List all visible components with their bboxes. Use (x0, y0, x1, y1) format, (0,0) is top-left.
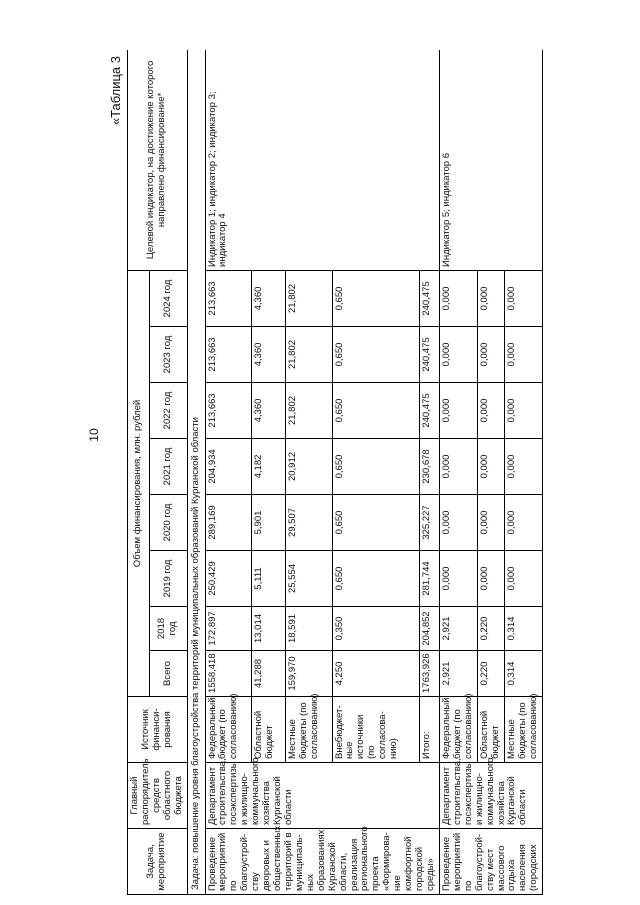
value-cell: 0,000 (505, 551, 543, 607)
financing-table (127, 50, 543, 895)
value-cell: 4,360 (252, 327, 285, 383)
value-cell: 0,650 (332, 551, 420, 607)
value-cell: 0,000 (439, 495, 477, 551)
value-cell: 325,227 (420, 495, 440, 551)
value-cell: 4,250 (332, 651, 420, 697)
value-cell: 204,852 (420, 607, 440, 651)
header-source: Источник финанси-рования (128, 697, 188, 763)
value-cell: 0,650 (332, 495, 420, 551)
value-cell: 0,314 (505, 607, 543, 651)
header-task: Задача, мероприятие (128, 829, 188, 895)
value-cell: 2,921 (439, 651, 477, 697)
source-cell: Федеральный бюджет (по согласованию) (205, 697, 252, 763)
value-cell: 0,650 (332, 327, 420, 383)
value-cell: 0,650 (332, 383, 420, 439)
source-cell: Областной бюджет (477, 697, 504, 763)
value-cell: 0,000 (505, 383, 543, 439)
header-2023: 2023 год (150, 327, 187, 383)
value-cell: 21,802 (285, 327, 332, 383)
value-cell: 21,802 (285, 270, 332, 326)
value-cell: 18,591 (285, 607, 332, 651)
source-cell: Местные бюджеты (по согласованию) (285, 697, 332, 763)
value-cell: 13,014 (252, 607, 285, 651)
value-cell: 0,000 (439, 327, 477, 383)
value-cell: 0,000 (439, 383, 477, 439)
value-cell: 0,000 (505, 270, 543, 326)
value-cell: 5,901 (252, 495, 285, 551)
source-cell: Областной бюджет (252, 697, 285, 763)
value-cell: 0,000 (477, 439, 504, 495)
value-cell: 240,475 (420, 327, 440, 383)
value-cell: 4,360 (252, 270, 285, 326)
header-2021: 2021 год (150, 439, 187, 495)
table-row (439, 50, 477, 895)
value-cell: 250,429 (205, 551, 252, 607)
value-cell: 0,000 (439, 270, 477, 326)
value-cell: 213,663 (205, 270, 252, 326)
value-cell: 289,169 (205, 495, 252, 551)
value-cell: 1763,926 (420, 651, 440, 697)
task-cell: Задача: повышение уровня благоустройства территорий муниципальных образований Курганской области (187, 50, 205, 895)
value-cell: 0,000 (439, 439, 477, 495)
value-cell: 2,921 (439, 607, 477, 651)
header-total: Всего (150, 651, 187, 697)
header-row-1 (128, 50, 150, 895)
value-cell: 281,744 (420, 551, 440, 607)
activity-cell: Проведение мероприятий по благоустрой-ству мест массового отдыха населения (городских (439, 829, 542, 895)
indicator-cell: Индикатор 1; индикатор 2; индикатор 3; индикатор 4 (205, 50, 439, 270)
header-target: Целевой индикатор, на достижение которого направлено финансирование* (128, 50, 188, 270)
value-cell: 0,000 (439, 551, 477, 607)
header-2022: 2022 год (150, 383, 187, 439)
header-2018: 2018 год (150, 607, 187, 651)
value-cell: 240,475 (420, 270, 440, 326)
value-cell: 0,650 (332, 270, 420, 326)
rotated-page-content (105, 50, 625, 895)
value-cell: 25,554 (285, 551, 332, 607)
indicator-cell: Индикатор 5; индикатор 6 (439, 50, 542, 270)
value-cell: 5,111 (252, 551, 285, 607)
value-cell: 20,912 (285, 439, 332, 495)
manager-cell: Департамент строительства, госэкспертизы и жилищно-коммунального хозяйства Курганской области (439, 763, 542, 829)
value-cell: 0,220 (477, 607, 504, 651)
value-cell: 230,678 (420, 439, 440, 495)
value-cell: 213,663 (205, 383, 252, 439)
value-cell: 1558,418 (205, 651, 252, 697)
value-cell: 0,000 (477, 383, 504, 439)
table-title: «Таблица 3 (108, 56, 123, 126)
value-cell: 0,220 (477, 651, 504, 697)
source-cell: Местные бюджеты (по согласованию) (505, 697, 543, 763)
value-cell: 0,000 (505, 327, 543, 383)
value-cell: 172,897 (205, 607, 252, 651)
value-cell: 0,650 (332, 439, 420, 495)
value-cell: 0,000 (505, 439, 543, 495)
value-cell: 0,350 (332, 607, 420, 651)
header-2020: 2020 год (150, 495, 187, 551)
value-cell: 213,663 (205, 327, 252, 383)
value-cell: 0,000 (477, 327, 504, 383)
header-2024: 2024 год (150, 270, 187, 326)
header-volume: Объем финансирования, млн. рублей (128, 270, 150, 696)
value-cell: 0,000 (477, 270, 504, 326)
activity-cell: Проведение мероприятий по благоустрой-ству дворовых и общественных территорий в муниципаль-ных образованиях Курганской области, реализация регионального проекта «Формирова-ние комфортной городской среды» (205, 829, 439, 895)
table-row (205, 50, 252, 895)
value-cell: 41,288 (252, 651, 285, 697)
task-row (187, 50, 205, 895)
value-cell: 4,360 (252, 383, 285, 439)
source-cell: Федеральный бюджет (по согласованию) (439, 697, 477, 763)
header-2019: 2019 год (150, 551, 187, 607)
value-cell: 0,000 (505, 495, 543, 551)
value-cell: 0,314 (505, 651, 543, 697)
value-cell: 159,970 (285, 651, 332, 697)
header-manager: Главный распорядитель средств областного бюджета (128, 763, 188, 829)
source-cell: Итого: (420, 697, 440, 763)
value-cell: 0,000 (477, 495, 504, 551)
value-cell: 21,802 (285, 383, 332, 439)
source-cell: Внебюджет-ные источники (по согласова-нию) (332, 697, 420, 763)
value-cell: 204,934 (205, 439, 252, 495)
value-cell: 240,475 (420, 383, 440, 439)
value-cell: 29,507 (285, 495, 332, 551)
manager-cell: Департамент строительства, госэкспертизы и жилищно-коммунального хозяйства Курганской области (205, 763, 439, 829)
landscape-container (105, 50, 625, 895)
page-number: 10 (87, 428, 101, 442)
value-cell: 0,000 (477, 551, 504, 607)
value-cell: 4,182 (252, 439, 285, 495)
